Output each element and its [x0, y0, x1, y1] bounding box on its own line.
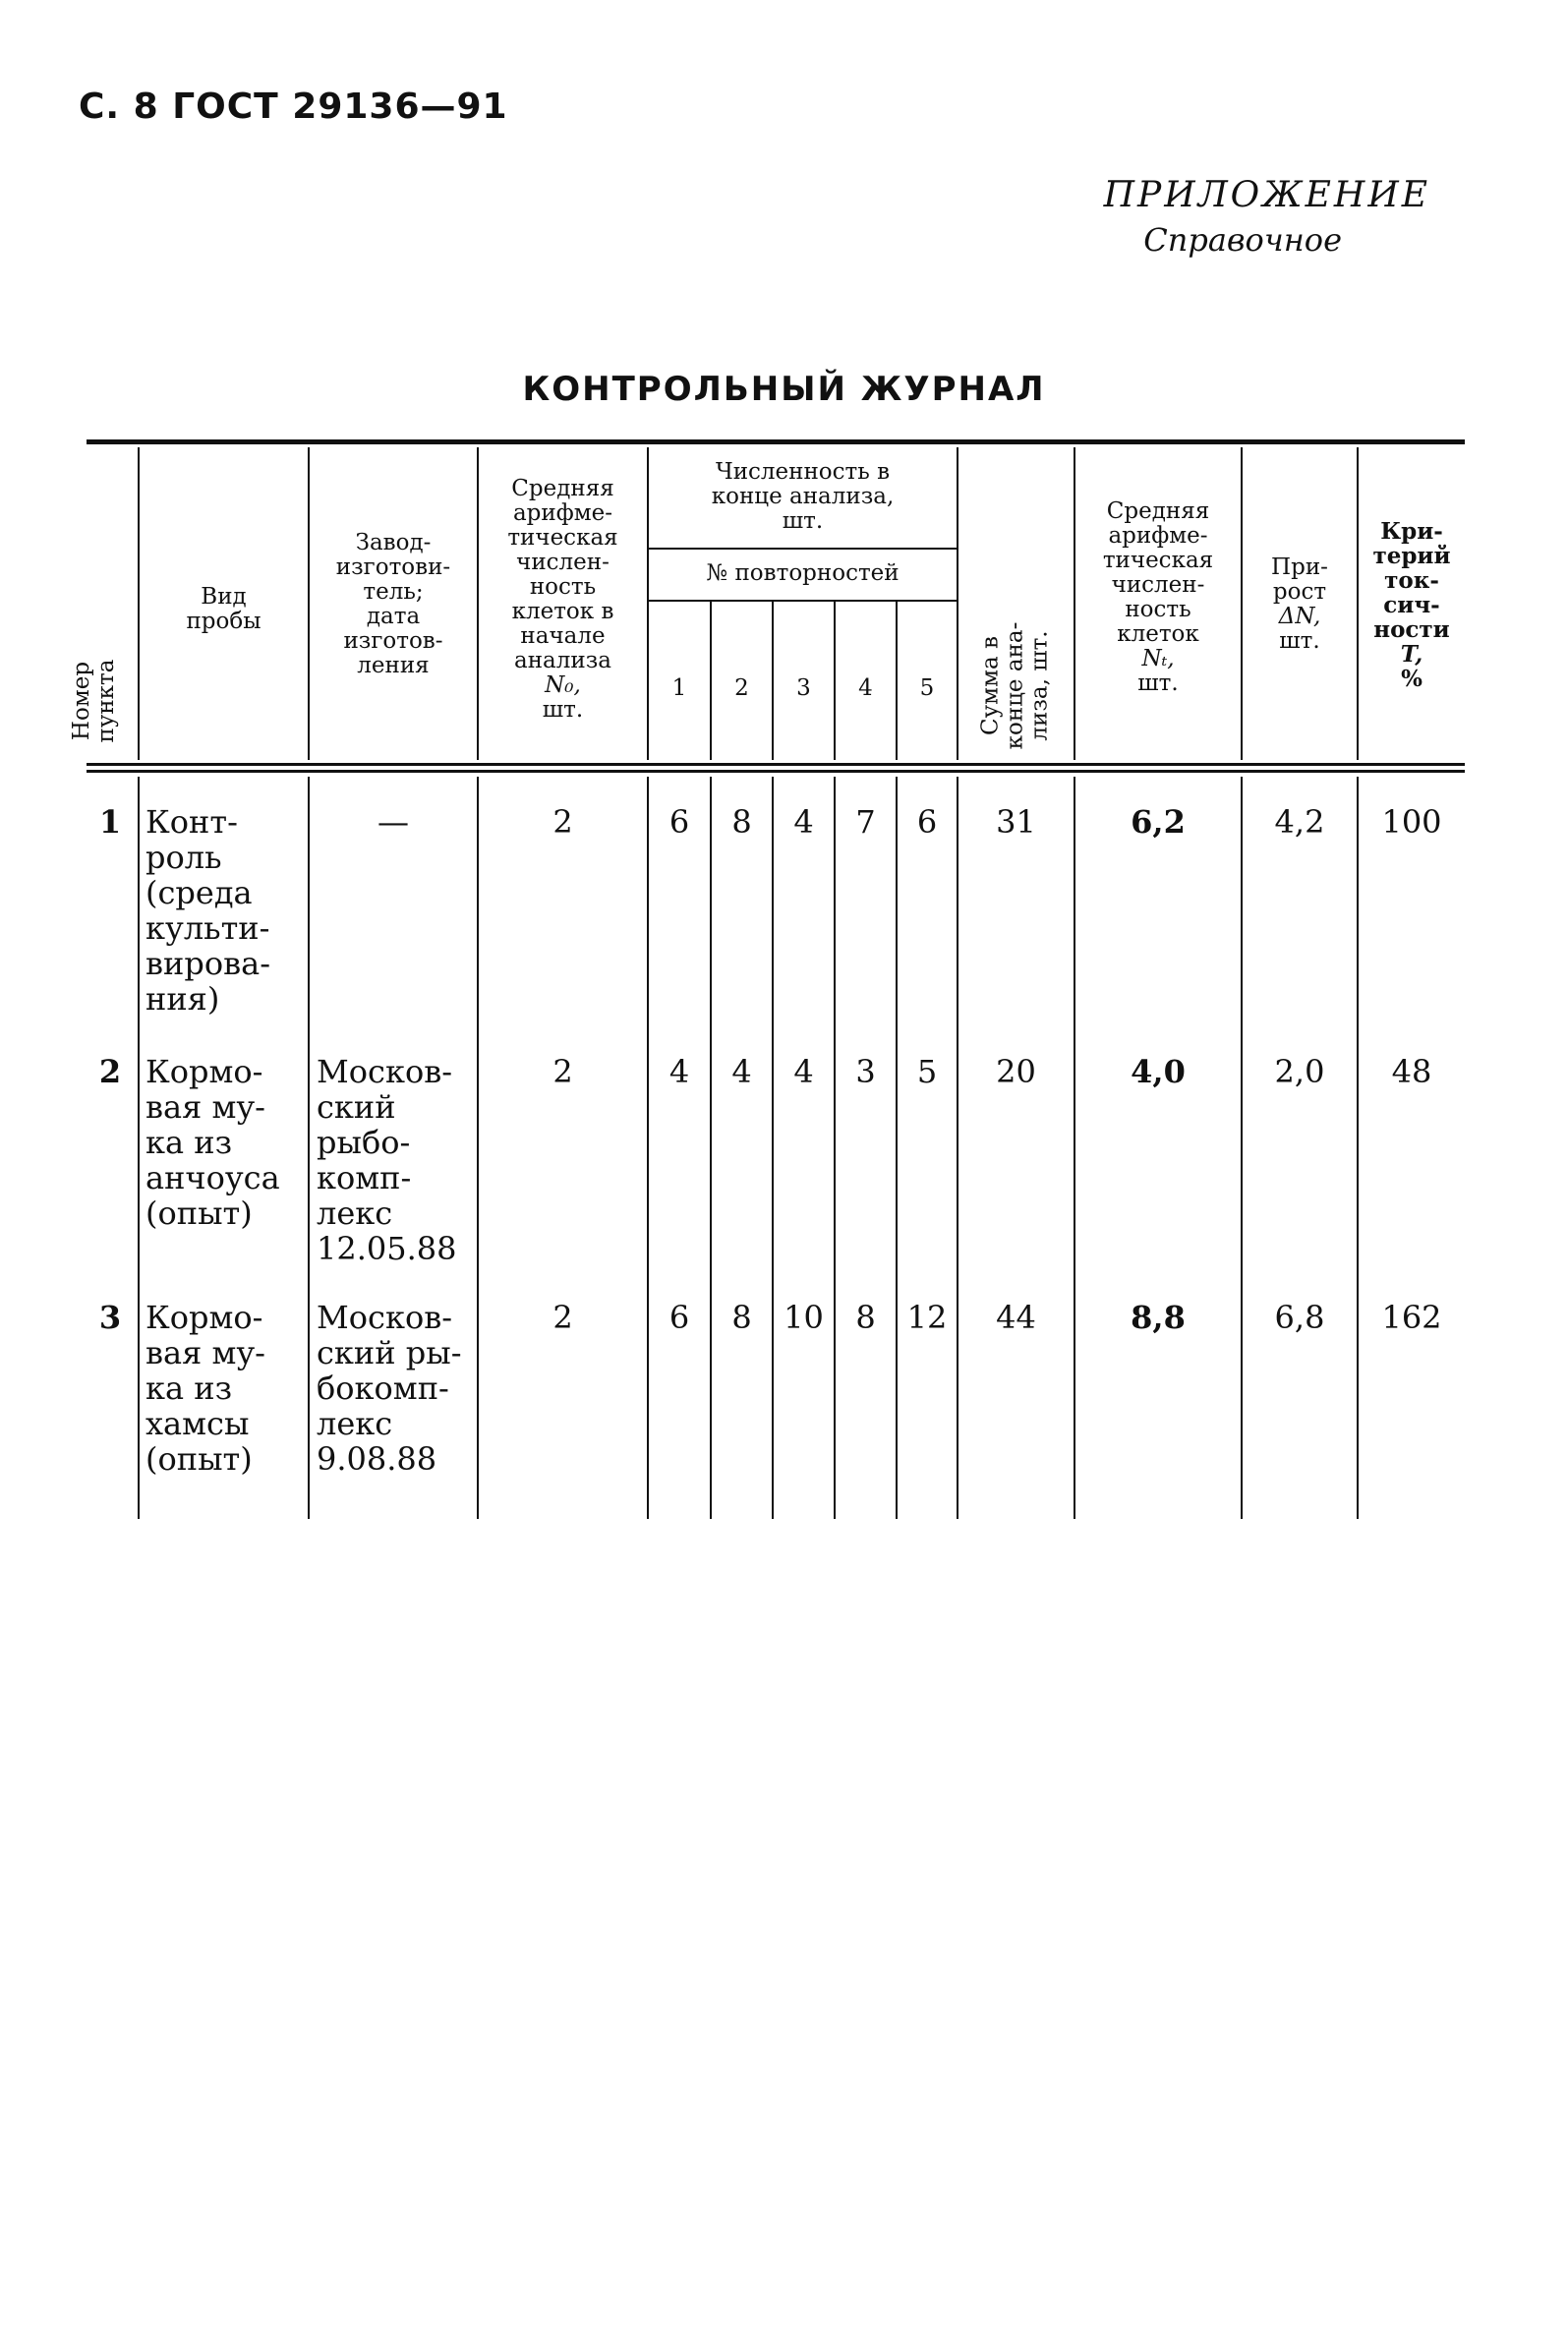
header-rep-4: 4	[858, 675, 873, 701]
col-divider	[1357, 777, 1359, 1519]
rep-4: 3	[855, 1053, 876, 1090]
col-divider	[957, 777, 958, 1519]
avg-start: 2	[552, 1053, 573, 1090]
header-line: шт.	[542, 697, 584, 723]
cell-line: Москов-	[317, 1053, 453, 1090]
avg-end: 4,0	[1131, 1053, 1186, 1090]
header-line: пробы	[186, 609, 261, 634]
rep-5: 5	[916, 1053, 938, 1090]
cell-line: комп-	[317, 1159, 412, 1196]
header-rep-2: 2	[734, 675, 749, 701]
cell-line: (опыт)	[145, 1195, 253, 1232]
col-divider	[477, 777, 479, 1519]
header-sum-end	[979, 610, 1053, 763]
header-rep-5: 5	[919, 675, 935, 701]
header-toxicity	[1359, 519, 1465, 691]
header-line: ности	[1373, 616, 1450, 643]
header-item-number	[70, 642, 119, 760]
toxicity: 48	[1391, 1053, 1432, 1090]
sum-end: 31	[996, 803, 1036, 841]
rep-2: 4	[731, 1053, 752, 1090]
sample-type	[145, 804, 308, 1017]
avg-end: 8,8	[1131, 1299, 1186, 1336]
header-line: сич-	[1383, 592, 1440, 618]
header-line: Nₜ,	[1141, 646, 1175, 671]
header-manufacturer	[310, 531, 477, 678]
avg-end: 6,2	[1131, 803, 1186, 841]
header-line: тель;	[363, 579, 424, 605]
growth: 4,2	[1274, 803, 1325, 841]
appendix-type: Справочное	[1143, 221, 1342, 259]
sum-end: 44	[996, 1299, 1036, 1336]
header-avg-start	[479, 477, 647, 723]
document-title: КОНТРОЛЬНЫЙ ЖУРНАЛ	[522, 370, 1046, 409]
header-line: ΔN,	[1278, 604, 1321, 629]
header-bottom-rule	[87, 763, 1465, 766]
col-divider	[896, 777, 898, 1519]
header-line: шт.	[782, 508, 824, 534]
cell-line: ка из	[145, 1369, 233, 1407]
header-line: арифме-	[512, 500, 613, 526]
rep-1: 6	[668, 803, 690, 841]
cell-line: рыбо-	[317, 1124, 411, 1161]
growth: 2,0	[1274, 1053, 1325, 1090]
cell-line: роль	[145, 839, 222, 876]
header-rep-3: 3	[796, 675, 811, 701]
header-line: числен-	[516, 550, 610, 575]
cell-line: лекс	[317, 1195, 393, 1232]
header-line: тическая	[1102, 548, 1214, 573]
rep-3: 4	[793, 803, 814, 841]
col-divider	[834, 777, 836, 1519]
cell-line: вирова-	[145, 945, 270, 982]
cell-line: культи-	[145, 909, 270, 947]
header-line: Средняя	[511, 476, 614, 501]
sample-type	[145, 1300, 308, 1477]
manufacturer	[317, 1300, 477, 1477]
subheader-rule-2	[649, 600, 957, 602]
avg-start: 2	[552, 1299, 573, 1336]
header-line: %	[1401, 666, 1423, 692]
header-line: шт.	[1137, 670, 1179, 696]
header-count-end	[649, 460, 957, 534]
header-repeats: № повторностей	[706, 560, 900, 586]
header-line: Сумма в	[977, 636, 1004, 735]
header-line: ток-	[1384, 567, 1439, 594]
header-line: тическая	[507, 525, 618, 551]
header-line: шт.	[1279, 628, 1320, 654]
header-line: клеток	[1117, 621, 1199, 647]
rep-5: 6	[916, 803, 938, 841]
header-rep-1: 1	[671, 675, 687, 701]
col-divider	[710, 777, 712, 1519]
header-line: арифме-	[1108, 523, 1208, 549]
sum-end: 20	[996, 1053, 1036, 1090]
col-divider	[957, 447, 958, 760]
header-line: Вид	[201, 584, 247, 610]
cell-line: 12.05.88	[317, 1230, 457, 1267]
header-line: пункта	[93, 659, 119, 743]
cell-line: Кормо-	[145, 1299, 263, 1336]
col-divider	[1074, 777, 1075, 1519]
cell-line: вая му-	[145, 1088, 265, 1126]
cell-line: (опыт)	[145, 1440, 253, 1478]
header-line: ность	[529, 574, 597, 600]
cell-line: (среда	[145, 874, 253, 911]
rep-5: 12	[906, 1299, 948, 1336]
header-line: анализа	[514, 648, 611, 673]
sample-type	[145, 1054, 308, 1231]
row-number: 1	[98, 803, 122, 841]
row-number: 2	[98, 1053, 122, 1090]
header-line: Кри-	[1380, 518, 1443, 545]
rep-1: 4	[668, 1053, 690, 1090]
header-line: лиза, шт.	[1026, 630, 1053, 741]
rep-3: 4	[793, 1053, 814, 1090]
header-bottom-rule-2	[87, 770, 1465, 773]
appendix-label	[1104, 175, 1430, 259]
cell-line: Конт-	[145, 803, 238, 841]
rep-2: 8	[731, 803, 752, 841]
cell-line: ния)	[145, 980, 220, 1018]
cell-line: Кормо-	[145, 1053, 263, 1090]
header-growth	[1243, 555, 1357, 654]
header-line: числен-	[1111, 572, 1205, 598]
header-line: Численность в	[715, 459, 891, 485]
col-divider	[138, 777, 140, 1519]
header-line: При-	[1271, 554, 1328, 580]
header-line: рост	[1272, 579, 1327, 605]
avg-start: 2	[552, 803, 573, 841]
toxicity: 100	[1381, 803, 1442, 841]
header-line: клеток в	[511, 599, 614, 624]
col-divider	[1241, 777, 1243, 1519]
header-line: ления	[357, 653, 430, 678]
rep-3: 10	[784, 1299, 824, 1336]
cell-line: хамсы	[145, 1405, 250, 1442]
header-line: Средняя	[1106, 498, 1210, 524]
rep-1: 6	[668, 1299, 690, 1336]
header-line: Номер	[69, 661, 94, 741]
col-divider	[647, 777, 649, 1519]
header-line: дата	[366, 604, 421, 629]
header-avg-end	[1075, 499, 1241, 696]
toxicity: 162	[1381, 1299, 1442, 1336]
rep-2: 8	[731, 1299, 752, 1336]
page-reference: С. 8 ГОСТ 29136—91	[79, 87, 508, 127]
col-divider	[308, 777, 310, 1519]
manufacturer	[317, 1054, 477, 1266]
growth: 6,8	[1274, 1299, 1325, 1336]
header-line: T,	[1400, 641, 1423, 668]
col-divider	[772, 777, 774, 1519]
header-line: изготов-	[343, 628, 443, 654]
cell-line: —	[377, 803, 409, 841]
header-sample-type	[140, 585, 308, 634]
manufacturer	[310, 804, 477, 840]
cell-line: бокомп-	[317, 1369, 449, 1407]
rep-4: 7	[855, 803, 876, 841]
row-number: 3	[98, 1299, 122, 1336]
table-top-rule	[87, 439, 1465, 444]
cell-line: ский ры-	[317, 1334, 462, 1371]
header-line: Завод-	[355, 530, 432, 555]
cell-line: 9.08.88	[317, 1440, 437, 1478]
cell-line: анчоуса	[145, 1159, 280, 1196]
cell-line: лекс	[317, 1405, 393, 1442]
cell-line: Москов-	[317, 1299, 453, 1336]
cell-line: ка из	[145, 1124, 233, 1161]
header-line: конце анализа,	[711, 484, 895, 509]
cell-line: ский	[317, 1088, 396, 1126]
rep-4: 8	[855, 1299, 876, 1336]
subheader-rule-1	[649, 548, 957, 550]
header-line: терий	[1372, 543, 1451, 569]
appendix-title: ПРИЛОЖЕНИЕ	[1103, 175, 1430, 215]
header-line: конце ана-	[1002, 621, 1028, 750]
header-line: начале	[520, 623, 606, 649]
cell-line: вая му-	[145, 1334, 265, 1371]
header-line: изготови-	[335, 554, 451, 580]
header-line: ность	[1125, 597, 1191, 622]
header-line: N₀,	[545, 672, 581, 698]
